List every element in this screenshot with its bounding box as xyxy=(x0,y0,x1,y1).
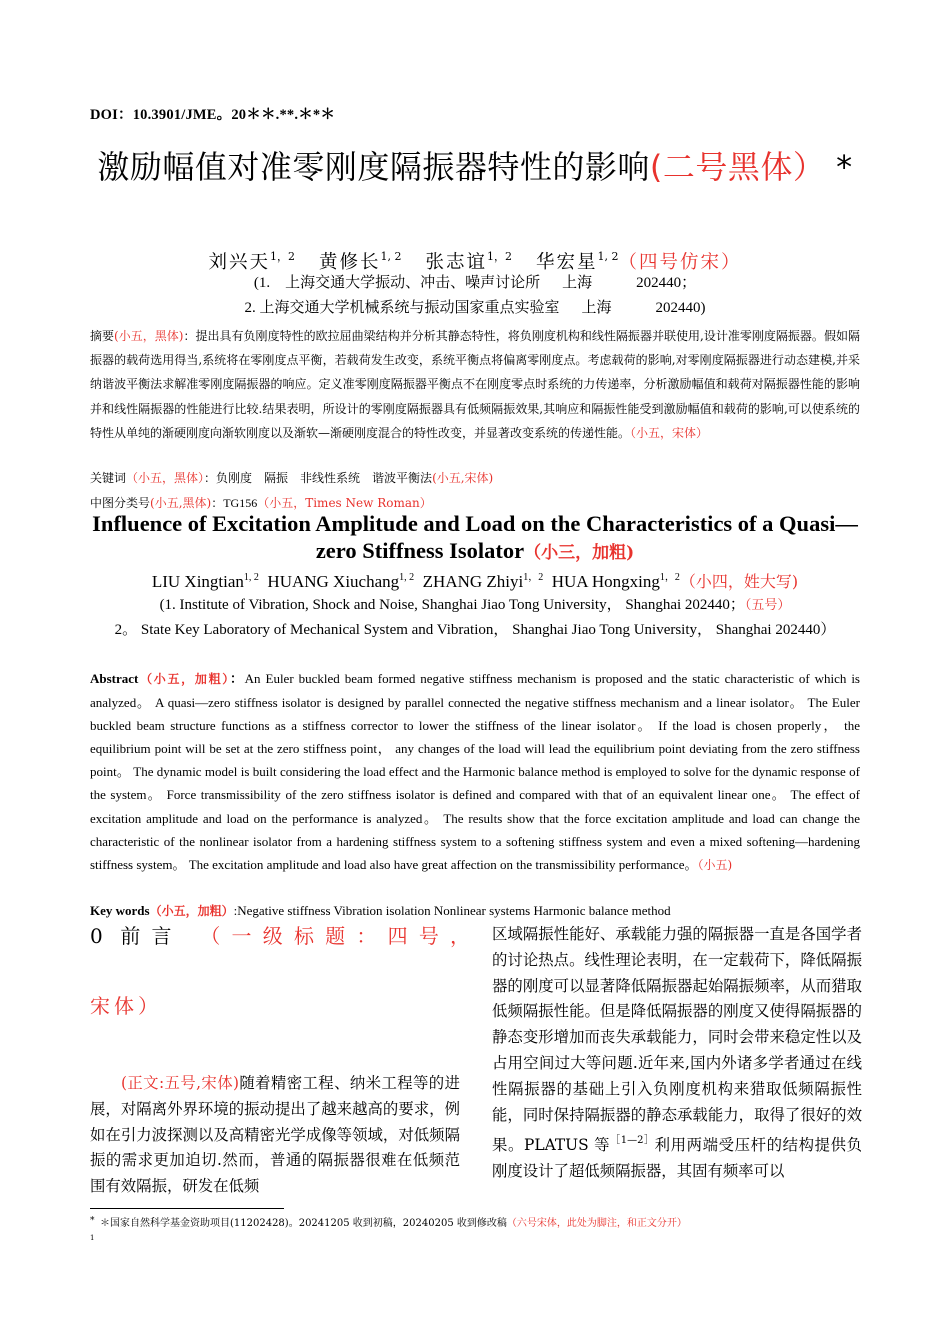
abstract-en-body: An Euler buckled beam formed negative stiffness mechanism is proposed and the static characteristic of which is analyzed。 A quasi—zero stiffness isolator is designed by parallel connected the negative stiffness mechanism and a linear isolator。 The Euler buckled beam structure functions as a stiffness corrector to lower the stiffness of the linear isolator。 If the load is chosen properly， the equilibrium point will be set at the zero stiffness point， any changes of the load will lead the equilibrium point deviating from the zero stiffness point。 The dynamic model is built considering the load effect and the Harmonic balance method is employed to solve for the dynamic response of the system。 Force transmissibility of the zero stiffness isolator is defined and compared with that of an equivalent linear one。 The effect of excitation amplitude and load on the performance is analyzed。 The results show that the force excitation amplitude and load can change the characteristic of the nonlinear isolator from a hardening stiffness system to a softening stiffness system and even a mixed softening—hardening stiffness system。 The excitation amplitude and load also have great affection on the transmissibility performance。 xyxy=(90,671,860,872)
abstract-en-colon: ： xyxy=(229,671,245,686)
keywords-cn-label-note: （小五，黑体） xyxy=(126,471,205,485)
english-affiliations xyxy=(90,593,860,643)
affiliation-text: (1. 上海交通大学振动、冲击、噪声讨论所 xyxy=(253,275,541,291)
body-left-text: 随着精密工程、纳米工程等的进展，对隔离外界环境的振动提出了越来越高的要求，例如在引力波探测以及高精密光学成像等领域，对低频隔振的需求更加迫切.然而，普通的隔振器很难在低频范围有效隔振，研发在低频 xyxy=(90,1074,460,1196)
english-authors-note: （小四，姓大写) xyxy=(679,572,799,591)
keywords-en-body: Negative stiffness Vibration isolation Nonlinear systems Harmonic balance method xyxy=(237,903,671,918)
english-affiliation-line1: (1. Institute of Vibration, Shock and Noise, Shanghai Jiao Tong University， Shanghai 202440； xyxy=(159,597,745,613)
keywords-cn-label: 关键词 xyxy=(90,471,127,485)
body-column-right xyxy=(492,922,862,1185)
keywords-cn xyxy=(90,468,493,488)
body-right-text: 区域隔振性能好、承载能力强的隔振器一直是各国学者的讨论热点。线性理论表明，在一定载荷下，降低隔振器的刚度可以显著降低隔振器起始隔振频率，从而猎取低频隔振性能。但是降低隔振器的刚度又使得隔振器的静态变形增加而丧失承载能力，同时会带来稳定性以及占用空间过大等问题.近年来,国内外诸多学者通过在线性隔振器的基础上引入负刚度机构来猎取低频隔振性能，同时保持隔振器的静态承载能力，取得了很好的效果。PLATUS 等 xyxy=(492,925,862,1155)
affiliation-text: 2. 上海交通大学机械系统与振动国家重点实验室 xyxy=(244,300,560,316)
abstract-en-tail-note: （小五) xyxy=(697,857,733,872)
section-number: 0 xyxy=(90,924,103,948)
doi-line: DOI：10.3901/JME。20＊＊.**.＊*＊ xyxy=(90,107,336,123)
body-right-text-continued: 利用两端受压杆的结构提供负刚度设计了超低频隔振器，其固有频率可以 xyxy=(492,1136,862,1181)
page-number: 1 xyxy=(90,1234,95,1242)
english-author-sup: 1, 2 xyxy=(243,572,259,583)
section-format-note-continued: 宋体） xyxy=(90,994,162,1018)
affiliation-code: 202440) xyxy=(655,300,706,316)
english-author-name: HUA Hongxing xyxy=(551,572,660,591)
english-affiliation-note: （五号） xyxy=(744,598,791,613)
english-author-name: HUANG Xiuchang xyxy=(267,572,400,591)
abstract-en-label-note: （小五，加粗） xyxy=(138,672,230,686)
classification-value: TG156 xyxy=(223,496,258,510)
classification-label: 中图分类号 xyxy=(90,496,151,510)
keywords-en-label: Key words xyxy=(90,903,150,918)
english-author-sup: 1, 2 xyxy=(399,572,415,583)
citation: ［1—2］ xyxy=(610,1135,655,1147)
abstract-cn-label-note: (小五，黑体) xyxy=(114,329,184,343)
affiliation-line xyxy=(90,272,860,294)
english-author-name: ZHANG Zhiyi xyxy=(422,572,524,591)
author-name: 刘兴天 xyxy=(208,252,270,273)
english-affiliation-line2: 2。 State Key Laboratory of Mechanical System and Vibration， Shanghai Jiao Tong University， Shanghai 202440） xyxy=(114,622,836,638)
footnote-text: ＊国家自然科学基金资助项目(11202428)。20241205 收到初稿，20240205 收到修改稿 xyxy=(100,1218,507,1229)
keywords-en-colon: : xyxy=(233,903,238,918)
abstract-cn-body: 提出具有负刚度特性的欧拉屈曲梁结构并分析其静态特性，将负刚度机构和线性隔振器并联使用,设计准零刚度隔振器。假如隔振器的载荷选用得当,系统将在零刚度点平衡，若载荷发生改变，系统平衡点将偏离零刚度点。考虑载荷的影响,对零刚度隔振器进行动态建模,并采纳谐波平衡法求解准零刚度隔振器的响应。定义准零刚度隔振器平衡点不在刚度零点时系统的力传递率，分析激励幅值和载荷对隔振器性能的影响并和线性隔振器的性能进行比较.结果表明，所设计的零刚度隔振器具有低频隔振效果,其响应和隔振性能受到激励幅值和载荷的影响,可以使系统的特性从单纯的渐硬刚度向渐软刚度以及渐软—渐硬刚度混合的特性改变，并显著改变系统的传递性能。 xyxy=(90,329,860,440)
author-name: 黄修长 xyxy=(318,252,381,273)
abstract-cn-label: 摘要 xyxy=(90,329,115,343)
abstract-en-label: Abstract xyxy=(90,671,139,686)
abstract-cn-tail-note: （小五，宋体） xyxy=(630,425,709,440)
author-affiliation-sup: 1，2 xyxy=(487,250,512,263)
title-star: * xyxy=(836,148,853,186)
footnote-divider xyxy=(90,1208,284,1209)
affiliation-city: 上海 xyxy=(581,300,612,316)
keywords-en-label-note: （小五，加粗） xyxy=(149,904,234,918)
classification-label-note: (小五,黑体) xyxy=(150,496,212,510)
abstract-cn-colon: ： xyxy=(183,329,196,343)
section-format-note: （一级标题：四号， xyxy=(200,924,471,948)
abstract-cn xyxy=(90,324,860,445)
keywords-cn-tail-note: (小五,宋体) xyxy=(432,471,494,485)
english-title-note: （小三，加粗) xyxy=(524,543,635,563)
english-author-list xyxy=(90,567,860,593)
affiliation-city: 上海 xyxy=(562,275,593,291)
footnote-marker: * xyxy=(90,1216,95,1226)
title-format-note: (二号黑体） xyxy=(649,148,826,186)
classification-colon: ： xyxy=(211,496,224,510)
author-name: 张志谊 xyxy=(425,252,487,273)
author-affiliation-sup: 1, 2 xyxy=(380,250,402,263)
classification-tail-note: （小五，Times New Roman） xyxy=(257,496,432,510)
body-format-note: (正文:五号,宋体) xyxy=(121,1074,239,1092)
footnote xyxy=(90,1214,687,1231)
author-affiliation-sup: 1, 2 xyxy=(597,250,619,263)
affiliation-line xyxy=(90,297,860,319)
authors-format-note: （四号仿宋） xyxy=(618,252,742,273)
english-author-name: LIU Xingtian xyxy=(151,572,244,591)
author-affiliation-sup: 1，2 xyxy=(269,250,295,263)
title-main: 激励幅值对准零刚度隔振器特性的影响 xyxy=(97,148,650,186)
english-author-sup: 1，2 xyxy=(523,572,544,583)
english-author-sup: 1，2 xyxy=(659,572,680,583)
author-name: 华宏星 xyxy=(536,252,598,273)
keywords-cn-body: 负刚度 隔振 非线性系统 谐波平衡法 xyxy=(216,471,433,485)
affiliation-code: 202440； xyxy=(636,275,697,291)
keywords-cn-colon: ： xyxy=(204,471,217,485)
body-column-left xyxy=(90,1071,460,1200)
paper-title xyxy=(90,146,860,188)
section-heading xyxy=(90,918,470,954)
section-title: 前言 xyxy=(120,924,183,948)
english-title xyxy=(90,510,860,567)
english-title-main: Influence of Excitation Amplitude and Load on the Characteristics of a Quasi—zero Stiffness Isolator xyxy=(92,511,858,563)
footnote-format-note: （六号宋体，此处为脚注，和正文分开） xyxy=(506,1218,687,1229)
abstract-en xyxy=(90,667,860,877)
